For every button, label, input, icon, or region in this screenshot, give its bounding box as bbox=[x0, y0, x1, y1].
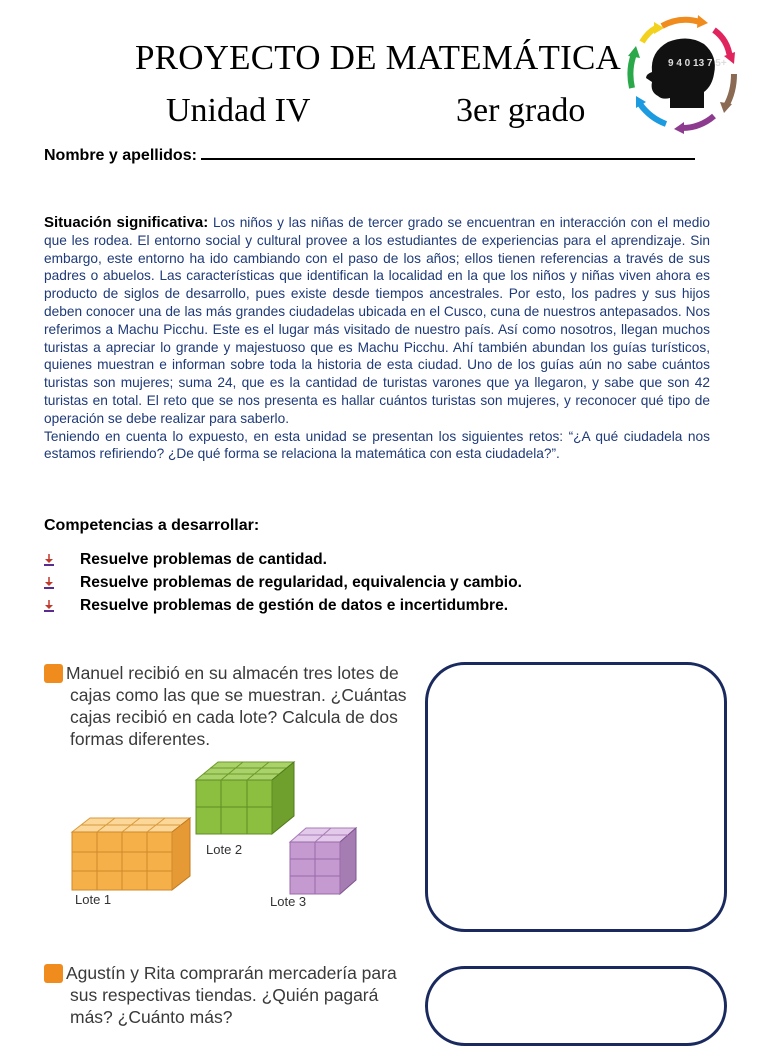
competencia-text: Resuelve problemas de regularidad, equivalencia y cambio. bbox=[80, 573, 522, 591]
problem-1-text: Manuel recibió en su almacén tres lotes de cajas como las que se muestran. ¿Cuántas cajas recibió en cada lote? Calcula de dos formas diferentes. bbox=[66, 663, 407, 749]
list-item bbox=[44, 594, 522, 617]
answer-box-2[interactable] bbox=[425, 966, 727, 1046]
logo-digits: 9 4 0 13 7 5+ bbox=[668, 58, 727, 69]
situation-text-1: Los niños y las niñas de tercer grado se encuentran en interacción con el medio que les rodea. El entorno social y cultural provee a los estudiantes de experiencias para el aprendizaje. Sin embargo, este entorno ha ido cambiando con el paso de los años; ellos tienen referencias a través de sus padres o abuelos. Las características que identifican la localidad en la que los niños y niñas viven ahora es producto de siglos de desarrollo, pues existe desde tiempos ancestrales. Por esto, los padres y sus hijos deben conocer una de las más grandes ciudadelas ubicada en el Cusco, cuna de nuestros antepasados. Nos referimos a Machu Picchu. Este es el lugar más visitado de nuestro país. Así como nosotros, llegan muchos turistas a apreciar lo grande y majestuoso que es Machu Picchu. Ahí también abundan los guías turísticos, quienes muestran e informan sobre toda la historia de esta ciudad. Uno de los guías aún no sabe cuántos turistas son mujeres; suma 24, que es la cantidad de turistas varones que ya llegaron, y sabe que son 42 turistas en total. El reto que se nos presenta es hallar cuántos turistas son mujeres, y reconocer qué tipo de operación se debe realizar para saberlo. bbox=[44, 215, 710, 426]
lot-2-boxes bbox=[196, 762, 294, 834]
situation-block bbox=[44, 214, 710, 463]
list-item bbox=[44, 548, 522, 571]
lot-1-label: Lote 1 bbox=[75, 892, 112, 907]
answer-box-1[interactable] bbox=[425, 662, 727, 932]
head-numbers-cycle-icon bbox=[622, 12, 742, 136]
problem-1 bbox=[36, 662, 410, 750]
problem-number-badge: 2 bbox=[44, 964, 63, 983]
name-label: Nombre y apellidos: bbox=[44, 147, 197, 164]
name-input-line[interactable] bbox=[201, 146, 695, 160]
problem-2 bbox=[36, 962, 410, 1028]
lot-1-boxes bbox=[72, 818, 190, 890]
bullet-arrow-icon bbox=[44, 554, 54, 566]
situation-text-2: Teniendo en cuenta lo expuesto, en esta unidad se presentan los siguientes retos: “¿A qué ciudadela nos estamos refiriendo? ¿De qué forma se relaciona la matemática con esta ciudadela?”. bbox=[44, 428, 710, 462]
problem-number-badge: 1 bbox=[44, 664, 63, 683]
competencia-text: Resuelve problemas de gestión de datos e incertidumbre. bbox=[80, 596, 509, 614]
lot-3-label: Lote 3 bbox=[270, 894, 307, 909]
bullet-arrow-icon bbox=[44, 600, 54, 612]
lot-2-label: Lote 2 bbox=[206, 842, 243, 857]
grade-label: 3er grado bbox=[456, 92, 586, 129]
page-title: PROYECTO DE MATEMÁTICA bbox=[135, 38, 621, 77]
bullet-arrow-icon bbox=[44, 577, 54, 589]
competencias-list bbox=[44, 548, 522, 617]
problem-2-text: Agustín y Rita comprarán mercadería para sus respectivas tiendas. ¿Quién pagará más? ¿Cuánto más? bbox=[66, 963, 397, 1027]
competencias-title: Competencias a desarrollar: bbox=[44, 517, 260, 534]
list-item bbox=[44, 571, 522, 594]
unit-label: Unidad IV bbox=[166, 92, 311, 129]
situation-paragraph-1 bbox=[44, 214, 710, 428]
name-field[interactable] bbox=[44, 146, 714, 165]
situation-lead: Situación significativa: bbox=[44, 214, 209, 231]
competencia-text: Resuelve problemas de cantidad. bbox=[80, 550, 327, 568]
lot-3-boxes bbox=[290, 828, 356, 894]
